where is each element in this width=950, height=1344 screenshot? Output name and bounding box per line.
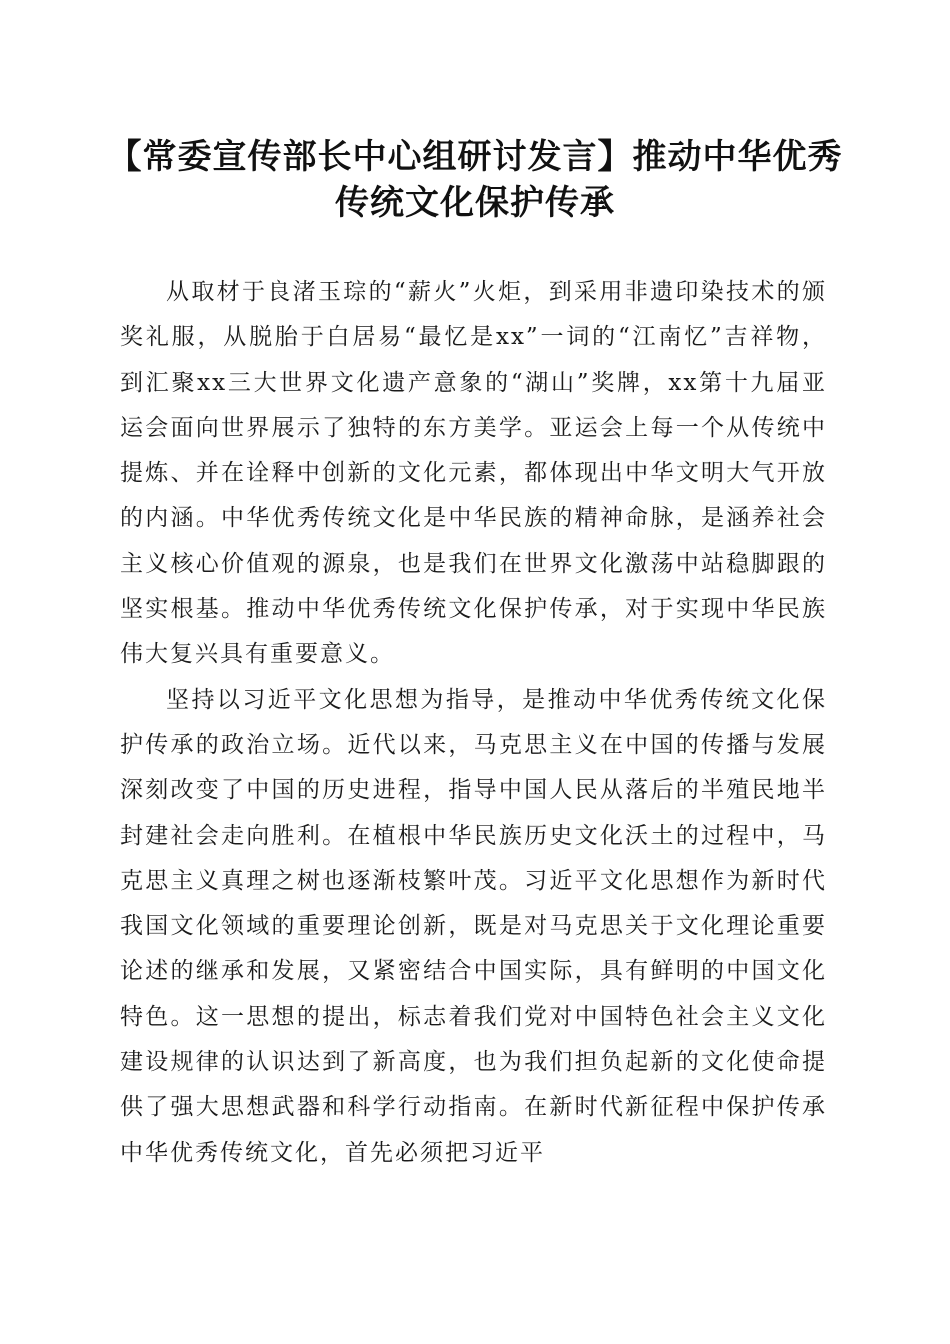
paragraph: 从取材于良渚玉琮的“薪火”火炬，到采用非遗印染技术的颁奖礼服，从脱胎于白居易“最忆是xx”一词的“江南忆”吉祥物，到汇聚xx三大世界文化遗产意象的“湖山”奖牌，xx第十九届亚运会面向世界展示了独特的东方美学。亚运会上每一个从传统中提炼、并在诠释中创新的文化元素，都体现出中华文明大气开放的内涵。中华优秀传统文化是中华民族的精神命脉，是涵养社会主义核心价值观的源泉，也是我们在世界文化激荡中站稳脚跟的坚实根基。推动中华优秀传统文化保护传承，对于实现中华民族伟大复兴具有重要意义。 bbox=[120, 279, 827, 668]
document-title: 【常委宣传部长中心组研讨发言】推动中华优秀传统文化保护传承 bbox=[107, 137, 843, 223]
paragraph: 坚持以习近平文化思想为指导，是推动中华优秀传统文化保护传承的政治立场。近代以来，马克思主义在中国的传播与发展深刻改变了中国的历史进程，指导中国人民从落后的半殖民地半封建社会走向胜利。在植根中华民族历史文化沃土的过程中，马克思主义真理之树也逐渐枝繁叶茂。习近平文化思想作为新时代我国文化领域的重要理论创新，既是对马克思关于文化理论重要论述的继承和发展，又紧密结合中国实际，具有鲜明的中国文化特色。这一思想的提出，标志着我们党对中国特色社会主义文化建设规律的认识达到了新高度，也为我们担负起新的文化使命提供了强大思想武器和科学行动指南。在新时代新征程中保护传承中华优秀传统文化，首先必须把习近平 bbox=[120, 686, 827, 1166]
document-body bbox=[120, 270, 827, 1176]
